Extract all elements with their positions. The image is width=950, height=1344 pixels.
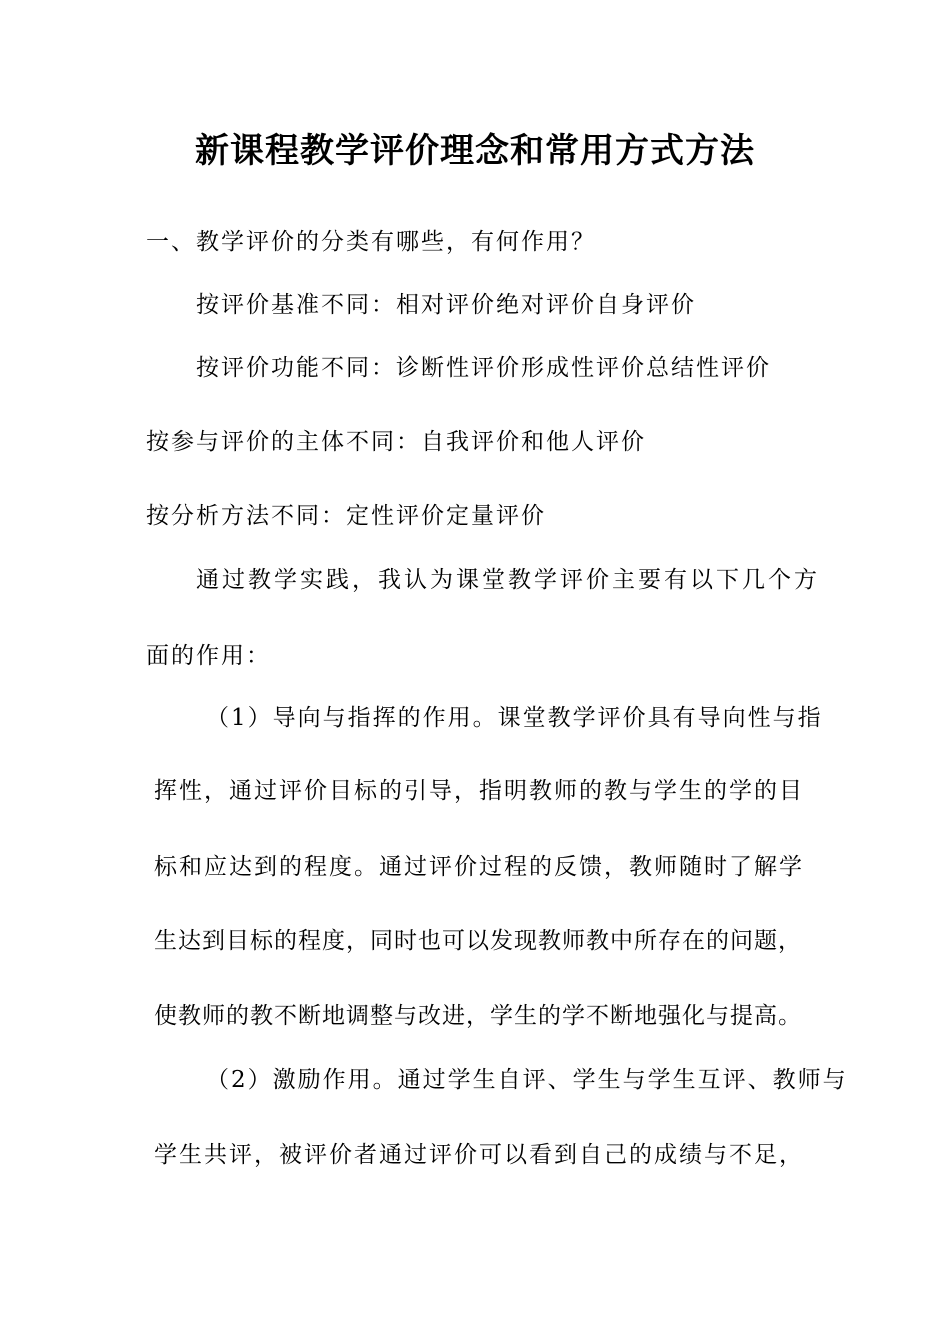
text-line: 使教师的教不断地调整与改进，学生的学不断地强化与提高。 — [154, 1003, 802, 1029]
text-line: 学生共评，被评价者通过评价可以看到自己的成绩与不足， — [154, 1142, 804, 1168]
text-line: （1）导向与指挥的作用。课堂教学评价具有导向性与指 — [206, 705, 823, 731]
text-line: 按评价功能不同：诊断性评价形成性评价总结性评价 — [196, 355, 771, 381]
text-line: （2）激励作用。通过学生自评、学生与学生互评、教师与 — [206, 1067, 848, 1093]
text-line: 面的作用： — [146, 643, 271, 669]
section-heading: 一、教学评价的分类有哪些，有何作用？ — [146, 229, 596, 255]
text-line: 按参与评价的主体不同：自我评价和他人评价 — [146, 429, 646, 455]
text-line: 按分析方法不同：定性评价定量评价 — [146, 503, 546, 529]
text-line: 挥性，通过评价目标的引导，指明教师的教与学生的学的目 — [154, 778, 804, 804]
text-line: 通过教学实践，我认为课堂教学评价主要有以下几个方 — [196, 567, 820, 593]
text-line: 标和应达到的程度。通过评价过程的反馈，教师随时了解学 — [154, 854, 804, 880]
document-title: 新课程教学评价理念和常用方式方法 — [195, 131, 755, 171]
text-line: 生达到目标的程度，同时也可以发现教师教中所存在的问题， — [154, 928, 802, 954]
text-line: 按评价基准不同：相对评价绝对评价自身评价 — [196, 292, 696, 318]
